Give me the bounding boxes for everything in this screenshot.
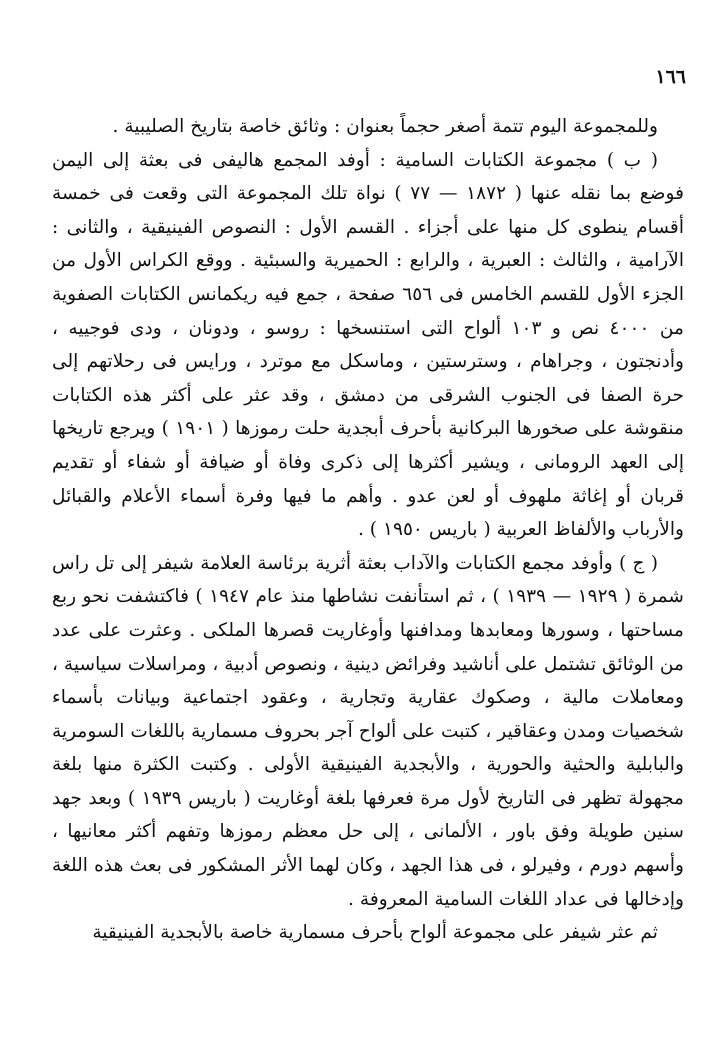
page-number: ١٦٦ — [655, 66, 686, 88]
paragraph-ras-shamra-mission: ( ج ) وأوفد مجمع الكتابات والآداب بعثة أثرية برئاسة العلامة شيفر إلى تل راس شمرة ( ١٩٢٩ — ١٩٣٩ ) ، ثم استأنفت نشاطها منذ عام ١٩٤٧ ) فاكتشفت نحو ربع مساحتها ، وسورها ومعابدها ومدافنها وأوغاريت قصرها الملكى . وعثرت على عدد من الوثائق تشتمل على أناشيد وفرائض دينية ، ونصوص أدبية ، ومراسلات سياسية ، ومعاملات مالية ، وصكوك عقارية وتجارية ، وعقود اجتماعية وبيانات بأسماء شخصيات ومدن وعقاقير ، كتبت على ألواح آجر بحروف مسمارية باللغات السومرية والبابلية والحثية والحورية ، والأبجدية الفينيقية الأولى . وكتبت الكثرة منها بلغة مجهولة تظهر فى التاريخ لأول مرة فعرفها بلغة أوغاريت ( باريس ١٩٣٩ ) وبعد جهد سنين طويلة وفق باور ، الألمانى ، إلى حل معظم رموزها وتفهم أكثر معانيها ، وأسهم دورم ، وفيرلو ، فى هذا الجهد ، وكان لهما الأثر المشكور فى بعث هذه اللغة وإدخالها فى عداد اللغات السامية المعروفة . — [52, 552, 685, 910]
body-text — [52, 110, 684, 950]
paragraph-semitic-inscriptions: ( ب ) مجموعة الكتابات السامية : أوفد المجمع هاليفى فى بعثة إلى اليمن فوضع بما نقله عنها ( ١٨٧٢ — ٧٧ ) نواة تلك المجموعة التى وقعت فى خمسة أقسام ينطوى كل منها على أجزاء . القسم الأول : النصوص الفينيقية ، والثانى : الآرامية ، والثالث : العبرية ، والرابع : الحميرية والسبئية . ووقع الكراس الأول من الجزء الأول للقسم الخامس فى ٦٥٦ صفحة ، جمع فيه ريكمانس الكتابات الصفوية من ٤٠٠٠ نص و ١٠٣ ألواح التى استنسخها : روسو ، ودونان ، ودى فوجييه ، وأدنجتون ، وجراهام ، وسترستين ، وماسكل مع موترد ، ورايس فى رحلاتهم إلى حرة الصفا فى الجنوب الشرقى من دمشق ، وقد عثر على أكثر هذه الكتابات منقوشة على صخورها البركانية بأحرف أبجدية حلت رموزها ( ١٩٠١ ) ويرجع تاريخها إلى العهد الرومانى ، ويشير أكثرها إلى ذكرى وفاة أو ضيافة أو شفاء أو تقديم قربان أو إغاثة ملهوف أو لعن عدو . وأهم ما فيها وفرة أسماء الأعلام والقبائل والأرباب والألفاظ العربية ( باريس ١٩٥٠ ) . — [52, 149, 684, 541]
paragraph-crusades-note: وللمجموعة اليوم تتمة أصغر حجماً بعنوان : وثائق خاصة بتاريخ الصليبية . — [112, 116, 658, 137]
paragraph-schaeffer-tablets: ثم عثر شيفر على مجموعة ألواح بأحرف مسمارية خاصة بالأبجدية الفينيقية — [92, 922, 658, 944]
